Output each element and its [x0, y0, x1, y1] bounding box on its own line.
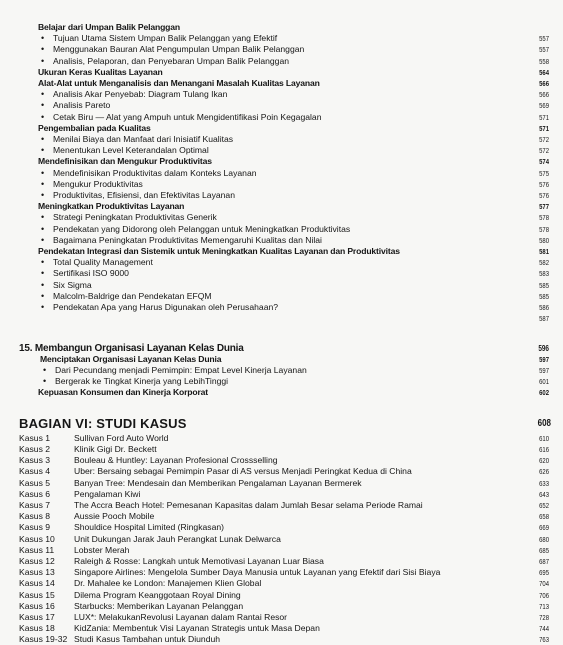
case-label: Kasus 10 [19, 533, 55, 544]
toc-row [0, 343, 563, 354]
case-row [0, 534, 563, 545]
entry-title: The Accra Beach Hotel: Pemesanan Kapasitas dalam Jumlah Besar selama Periode Ramai [74, 500, 423, 510]
entry-title: • Tujuan Utama Sistem Umpan Balik Pelanggan yang Efektif [53, 33, 277, 44]
entry-title: • Cetak Biru — Alat yang Ampuh untuk Mengidentifikasi Poin Kegagalan [53, 112, 321, 123]
page-number: 669 [539, 523, 549, 533]
page-number: 582 [539, 258, 549, 268]
toc-row [0, 291, 563, 302]
page-number: 557 [539, 45, 549, 55]
page-number: 566 [539, 90, 549, 100]
entry-title: • Bergerak ke Tingkat Kinerja yang LebihTinggi [55, 376, 228, 387]
page-number: 586 [539, 303, 549, 312]
entry-title: Klinik Gigi Dr. Beckett [74, 444, 157, 454]
toc-row [0, 354, 563, 365]
case-row [0, 612, 563, 623]
case-label: Kasus 14 [19, 578, 55, 589]
toc-row [0, 156, 563, 167]
page-number: 575 [539, 168, 549, 178]
page-number: 585 [539, 280, 549, 290]
entry-title: Dr. Mahalee ke London: Manajemen Klien Global [74, 578, 262, 589]
page-number: 558 [539, 56, 549, 66]
page-number: 587 [539, 314, 549, 324]
case-label: Kasus 7 [19, 500, 51, 510]
page-number: 569 [539, 101, 549, 111]
toc-row [0, 100, 563, 111]
toc-row [0, 145, 563, 156]
entry-title: Studi Kasus Tambahan untuk Diunduh [74, 634, 221, 645]
page-number: 576 [539, 191, 549, 200]
case-row [0, 522, 563, 533]
page-number: 576 [539, 179, 549, 189]
case-label: Kasus 16 [19, 600, 55, 611]
toc-row [0, 365, 563, 376]
case-label: Kasus 3 [19, 455, 51, 466]
entry-title: • Dari Pecundang menjadi Pemimpin: Empat Level Kinerja Layanan [55, 365, 307, 376]
page-number: 626 [539, 467, 549, 477]
page-number: 577 [539, 202, 549, 212]
entry-title: • Menilai Biaya dan Manfaat dari Inisiatif Kualitas [53, 134, 233, 145]
case-row [0, 466, 563, 477]
entry-title: • Analisis Pareto [53, 100, 110, 111]
case-row [0, 567, 563, 578]
case-label: Kasus 4 [19, 466, 51, 477]
case-label: Kasus 1 [19, 432, 51, 443]
case-label: Kasus 2 [19, 444, 51, 454]
page-number: 706 [539, 590, 549, 600]
page-number: 585 [539, 291, 549, 301]
page-number: 601 [539, 377, 549, 387]
case-label: Kasus 17 [19, 612, 55, 622]
page-number: 571 [539, 123, 549, 133]
page-number: 633 [539, 478, 549, 488]
toc-row [0, 212, 563, 223]
entry-title: Starbucks: Memberikan Layanan Pelanggan [74, 600, 244, 611]
entry-title: • Mengukur Produktivitas [53, 179, 143, 190]
entry-title: • Sertifikasi ISO 9000 [53, 268, 129, 279]
page-number: 597 [539, 354, 549, 364]
page-number: 608 [537, 417, 551, 429]
entry-title: Belajar dari Umpan Balik Pelanggan [38, 22, 180, 32]
toc-row [0, 415, 563, 431]
entry-title: • Malcolm-Baldrige dan Pendekatan EFQM [53, 291, 212, 302]
toc-row [0, 327, 563, 338]
case-row [0, 433, 563, 444]
case-label: Kasus 15 [19, 589, 55, 600]
page-number: 728 [539, 613, 549, 622]
entry-title: Singapore Airlines: Mengelola Sumber Daya Manusia untuk Layanan yang Efektif dari Sisi Biaya [74, 567, 441, 578]
page-number: 578 [539, 224, 549, 234]
toc-row [0, 235, 563, 246]
toc-row [0, 134, 563, 145]
case-row [0, 500, 563, 511]
page-number: 574 [539, 157, 549, 167]
entry-title: Mendefinisikan dan Mengukur Produktivitas [38, 156, 212, 167]
case-label: Kasus 18 [19, 623, 55, 634]
page-number: 695 [539, 568, 549, 578]
page-number: 763 [539, 635, 549, 645]
toc-row [0, 376, 563, 387]
entry-title: • Strategi Peningkatan Produktivitas Generik [53, 212, 217, 223]
entry-title: • Produktivitas, Efisiensi, dan Efektivitas Layanan [53, 190, 235, 201]
toc-row [0, 268, 563, 279]
case-label: Kasus 9 [19, 522, 51, 533]
case-label: Kasus 5 [19, 477, 51, 488]
entry-title: Sullivan Ford Auto World [74, 432, 169, 443]
case-row [0, 444, 563, 455]
page-number: 704 [539, 579, 549, 589]
case-row [0, 590, 563, 601]
entry-title: Meningkatkan Produktivitas Layanan [38, 201, 185, 212]
page-number: 620 [539, 456, 549, 466]
page-number: 602 [539, 388, 549, 398]
case-row [0, 455, 563, 466]
toc-row [0, 280, 563, 291]
page-number: 596 [538, 343, 549, 353]
page-number: 658 [539, 512, 549, 522]
entry-title: KidZania: Membentuk Visi Layanan Strategis untuk Masa Depan [74, 623, 320, 634]
entry-title: Pengalaman Kiwi [74, 488, 141, 499]
entry-title: Unit Dukungan Jarak Jauh Perangkat Lunak Delwarca [74, 533, 281, 544]
entry-title: • Pendekatan Apa yang Harus Digunakan oleh Perusahaan? [53, 302, 278, 313]
page-number: 680 [539, 534, 549, 544]
page-number: 583 [539, 269, 549, 279]
page-number: 572 [539, 135, 549, 144]
page-number: 557 [539, 34, 549, 44]
toc-row [0, 302, 563, 313]
entry-title: Pengembalian pada Kualitas [38, 122, 151, 133]
page-number: 685 [539, 545, 549, 555]
toc-row [0, 56, 563, 67]
entry-title: Dilema Program Keanggotaan Royal Dining [74, 589, 241, 600]
entry-title: Shouldice Hospital Limited (Ringkasan) [74, 522, 224, 533]
entry-title: • Pendekatan yang Didorong oleh Pelanggan untuk Meningkatkan Produktivitas [53, 224, 350, 235]
entry-title: Pendekatan Integrasi dan Sistemik untuk Meningkatkan Kualitas Layanan dan Produktivitas [38, 246, 400, 256]
page-number: 713 [539, 601, 549, 611]
entry-title: • Mendefinisikan Produktivitas dalam Konteks Layanan [53, 168, 257, 179]
toc-row [0, 168, 563, 179]
entry-title: Bouleau & Huntley: Layanan Profesional Crossselling [74, 455, 278, 466]
entry-title: • Menggunakan Bauran Alat Pengumpulan Umpan Balik Pelanggan [53, 44, 304, 55]
page-number: 571 [539, 112, 549, 122]
toc-row [0, 67, 563, 78]
page-number: 572 [539, 146, 549, 156]
page-number: 652 [539, 501, 549, 510]
entry-title: • Analisis Akar Penyebab: Diagram Tulang Ikan [53, 89, 227, 100]
case-label: Kasus 13 [19, 567, 55, 578]
toc-row [0, 123, 563, 134]
page-number: 597 [539, 366, 549, 375]
entry-title: Alat-Alat untuk Menganalisis dan Menangani Masalah Kualitas Layanan [38, 78, 320, 88]
entry-title: • Menentukan Level Keterandalan Optimal [53, 145, 209, 156]
case-row [0, 545, 563, 556]
entry-title: LUX*: MelakukanRevolusi Layanan dalam Rantai Resor [74, 612, 288, 622]
entry-title: • Analisis, Pelaporan, dan Penyebaran Umpan Balik Pelanggan [53, 56, 289, 67]
case-row [0, 556, 563, 567]
case-label: Kasus 6 [19, 488, 51, 499]
case-row [0, 511, 563, 522]
case-row [0, 623, 563, 634]
toc-row [0, 78, 563, 89]
entry-title: • Total Quality Management [53, 257, 153, 268]
toc-row [0, 190, 563, 201]
entry-title: Kepuasan Konsumen dan Kinerja Korporat [38, 387, 209, 398]
page-number: 610 [539, 433, 549, 443]
case-label: Kasus 8 [19, 511, 51, 522]
toc-row [0, 112, 563, 123]
toc-row [0, 246, 563, 257]
case-row [0, 489, 563, 500]
toc-row [0, 313, 563, 324]
case-row [0, 601, 563, 612]
toc-row [0, 257, 563, 268]
entry-title: Raleigh & Rosse: Langkah untuk Memotivasi Layanan Luar Biasa [74, 556, 324, 566]
page-number: 581 [539, 247, 549, 256]
toc-row [0, 22, 563, 33]
page-number: 616 [539, 445, 549, 454]
toc-row [0, 44, 563, 55]
page-number: 687 [539, 557, 549, 566]
entry-title: Uber: Bersaing sebagai Pemimpin Pasar di AS versus Menjadi Peringkat Kedua di China [74, 466, 412, 477]
page-number: 744 [539, 624, 549, 634]
toc-row [0, 179, 563, 190]
page-number: 566 [539, 79, 549, 88]
entry-title: 15. Membangun Organisasi Layanan Kelas Dunia [19, 342, 244, 354]
toc-row [0, 399, 563, 410]
entry-title: Menciptakan Organisasi Layanan Kelas Dunia [40, 353, 222, 364]
page-number: 580 [539, 235, 549, 245]
page-number: 564 [539, 67, 549, 77]
case-row [0, 478, 563, 489]
entry-title: Aussie Pooch Mobile [74, 511, 155, 522]
case-label: Kasus 19-32 [19, 634, 68, 645]
toc-row [0, 387, 563, 398]
case-row [0, 578, 563, 589]
toc-row [0, 89, 563, 100]
entry-title: BAGIAN VI: STUDI KASUS [19, 415, 187, 431]
page-number: 643 [539, 489, 549, 499]
entry-title: Banyan Tree: Mendesain dan Memberikan Pengalaman Layanan Bermerek [74, 477, 362, 488]
toc-row [0, 33, 563, 44]
entry-title: • Six Sigma [53, 280, 92, 291]
entry-title: Ukuran Keras Kualitas Layanan [38, 66, 163, 77]
toc-row [0, 224, 563, 235]
entry-title: • Bagaimana Peningkatan Produktivitas Memengaruhi Kualitas dan Nilai [53, 235, 322, 246]
page-number: 578 [539, 213, 549, 223]
case-label: Kasus 12 [19, 556, 55, 566]
entry-title: Lobster Merah [74, 544, 130, 555]
toc-row [0, 201, 563, 212]
case-label: Kasus 11 [19, 544, 55, 555]
